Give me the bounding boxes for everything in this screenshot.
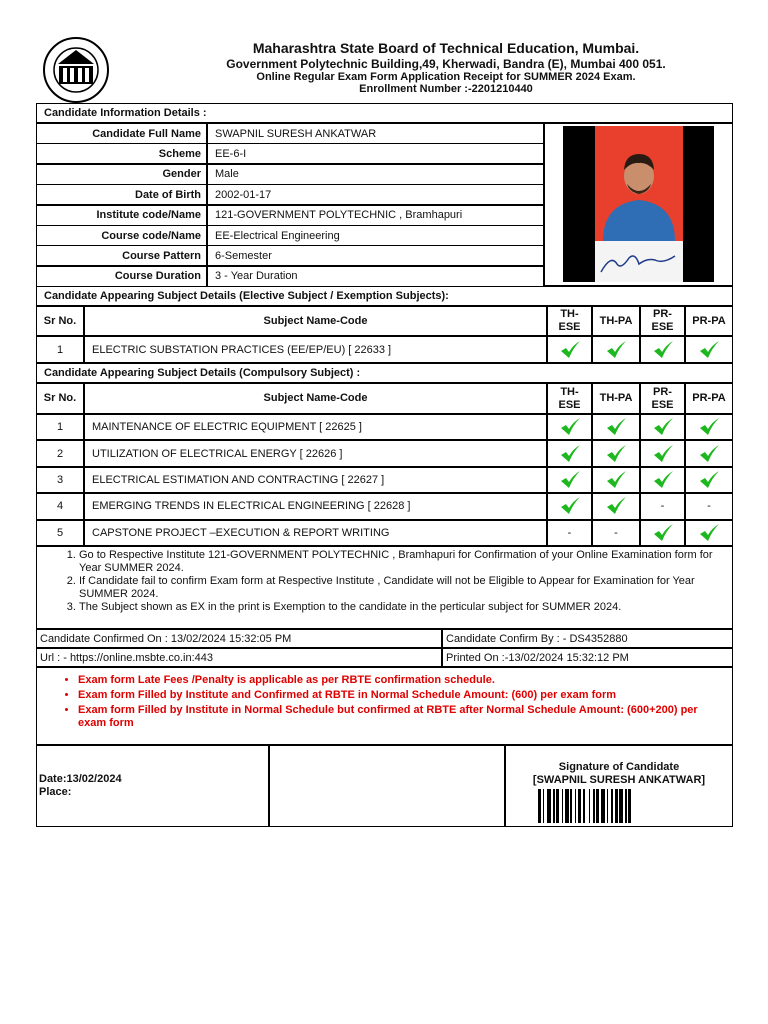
note-item: 3. The Subject shown as EX in the print is Exemption to the candidate in the perticular subject for SUMMER 2024.: [79, 601, 720, 614]
receipt-title: Online Regular Exam Form Application Receipt for SUMMER 2024 Exam.: [256, 71, 636, 83]
compulsory-header-subject: Subject Name-Code: [84, 383, 547, 414]
board-title: Maharashtra State Board of Technical Education, Mumbai.: [252, 40, 640, 56]
elective-header-th-ese: TH- ESE: [547, 306, 592, 336]
subject-sr-no: 5: [36, 520, 84, 546]
elective-header-sr: Sr No.: [36, 306, 84, 336]
confirmed-on: Candidate Confirmed On : 13/02/2024 15:32:05 PM: [36, 629, 442, 648]
candidate-field-value: SWAPNIL SURESH ANKATWAR: [207, 123, 544, 144]
subject-sr-no: 1: [36, 336, 84, 363]
footer-place: Place:: [39, 786, 72, 798]
board-address: Government Polytechnic Building,49, Kherwadi, Bandra (E), Mumbai 400 051.: [226, 57, 666, 71]
subject-sr-no: 1: [36, 414, 84, 440]
candidate-field-value: 121-GOVERNMENT POLYTECHNIC , Bramhapuri: [207, 205, 544, 226]
candidate-field-value: 6-Semester: [207, 245, 544, 266]
subject-name: UTILIZATION OF ELECTRICAL ENERGY [ 22626 ]: [84, 440, 547, 466]
candidate-field-label: Course Duration: [36, 266, 207, 287]
check-icon: [592, 440, 640, 466]
check-icon: [640, 336, 685, 363]
compulsory-header-pr-pa: PR-PA: [685, 383, 733, 414]
fee-item: • Exam form Late Fees /Penalty is applicable as per RBTE confirmation schedule.: [78, 674, 712, 687]
candidate-field-label: Gender: [36, 164, 207, 185]
compulsory-header-pr-ese: PR- ESE: [640, 383, 685, 414]
check-icon: [547, 336, 592, 363]
elective-header-pr-pa: PR-PA: [685, 306, 733, 336]
candidate-field-label: Institute code/Name: [36, 205, 207, 226]
elective-header-subject: Subject Name-Code: [84, 306, 547, 336]
candidate-field-label: Date of Birth: [36, 184, 207, 205]
url-line: Url : - https://online.msbte.co.in:443: [36, 648, 442, 667]
barcode: [538, 789, 688, 823]
signature-name: [SWAPNIL SURESH ANKATWAR]: [532, 774, 706, 786]
subject-name: ELECTRIC SUBSTATION PRACTICES (EE/EP/EU) [ 22633 ]: [84, 336, 547, 363]
subject-sr-no: 3: [36, 467, 84, 493]
fee-item: • Exam form Filled by Institute in Normal Schedule but confirmed at RBTE after Normal Schedule Amount: (600+200) per exam form: [78, 704, 712, 730]
check-icon: [547, 467, 592, 493]
not-applicable-mark: -: [640, 493, 685, 519]
check-icon: [640, 414, 685, 440]
subject-sr-no: 4: [36, 493, 84, 519]
check-icon: [685, 440, 733, 466]
check-icon: [685, 336, 733, 363]
subject-name: EMERGING TRENDS IN ELECTRICAL ENGINEERING [ 22628 ]: [84, 493, 547, 519]
confirm-by: Candidate Confirm By : - DS4352880: [442, 629, 733, 648]
subject-sr-no: 2: [36, 440, 84, 466]
footer-date: Date:13/02/2024: [39, 773, 122, 785]
check-icon: [640, 440, 685, 466]
subject-name: MAINTENANCE OF ELECTRIC EQUIPMENT [ 22625 ]: [84, 414, 547, 440]
elective-header-th-pa: TH-PA: [592, 306, 640, 336]
candidate-field-label: Scheme: [36, 143, 207, 164]
section-title-elective: Candidate Appearing Subject Details (Elective Subject / Exemption Subjects):: [36, 286, 733, 306]
check-icon: [640, 467, 685, 493]
check-icon: [547, 440, 592, 466]
fees-box: [36, 667, 733, 745]
fee-item: • Exam form Filled by Institute and Confirmed at RBTE in Normal Schedule Amount: (600) per exam form: [78, 689, 712, 702]
candidate-field-value: 2002-01-17: [207, 184, 544, 205]
not-applicable-mark: -: [685, 493, 733, 519]
section-title-candidate: Candidate Information Details :: [36, 103, 733, 123]
subject-name: CAPSTONE PROJECT –EXECUTION & REPORT WRITING: [84, 520, 547, 546]
not-applicable-mark: -: [547, 520, 592, 546]
notes-box: [36, 546, 733, 629]
candidate-field-label: Course code/Name: [36, 225, 207, 246]
check-icon: [592, 336, 640, 363]
compulsory-header-sr: Sr No.: [36, 383, 84, 414]
check-icon: [592, 467, 640, 493]
candidate-field-value: EE-Electrical Engineering: [207, 225, 544, 246]
candidate-field-value: EE-6-I: [207, 143, 544, 164]
note-item: 1. Go to Respective Institute 121-GOVERNMENT POLYTECHNIC , Bramhapuri for Confirmation of your Online Examination form for Year SUMMER 2024.: [79, 549, 720, 575]
check-icon: [547, 414, 592, 440]
compulsory-header-th-pa: TH-PA: [592, 383, 640, 414]
candidate-field-value: 3 - Year Duration: [207, 266, 544, 287]
signature-title: Signature of Candidate: [558, 761, 680, 773]
compulsory-header-th-ese: TH- ESE: [547, 383, 592, 414]
footer-middle-cell: [269, 745, 505, 827]
check-icon: [685, 414, 733, 440]
check-icon: [592, 414, 640, 440]
check-icon: [685, 467, 733, 493]
not-applicable-mark: -: [592, 520, 640, 546]
check-icon: [640, 520, 685, 546]
enrollment-number: Enrollment Number :-2201210440: [359, 83, 533, 95]
check-icon: [592, 493, 640, 519]
candidate-field-label: Course Pattern: [36, 245, 207, 266]
note-item: 2. If Candidate fail to confirm Exam form at Respective Institute , Candidate will not be Eligible to Appear for Examination for Year SUMMER 2024.: [79, 575, 720, 601]
section-title-compulsory: Candidate Appearing Subject Details (Compulsory Subject) :: [36, 363, 733, 383]
fees-list: [37, 674, 732, 730]
candidate-field-value: Male: [207, 164, 544, 185]
elective-header-pr-ese: PR- ESE: [640, 306, 685, 336]
candidate-photo: [563, 126, 714, 282]
printed-on: Printed On :-13/02/2024 15:32:12 PM: [442, 648, 733, 667]
subject-name: ELECTRICAL ESTIMATION AND CONTRACTING [ 22627 ]: [84, 467, 547, 493]
candidate-field-label: Candidate Full Name: [36, 123, 207, 144]
notes-list: [37, 549, 732, 614]
check-icon: [547, 493, 592, 519]
check-icon: [685, 520, 733, 546]
